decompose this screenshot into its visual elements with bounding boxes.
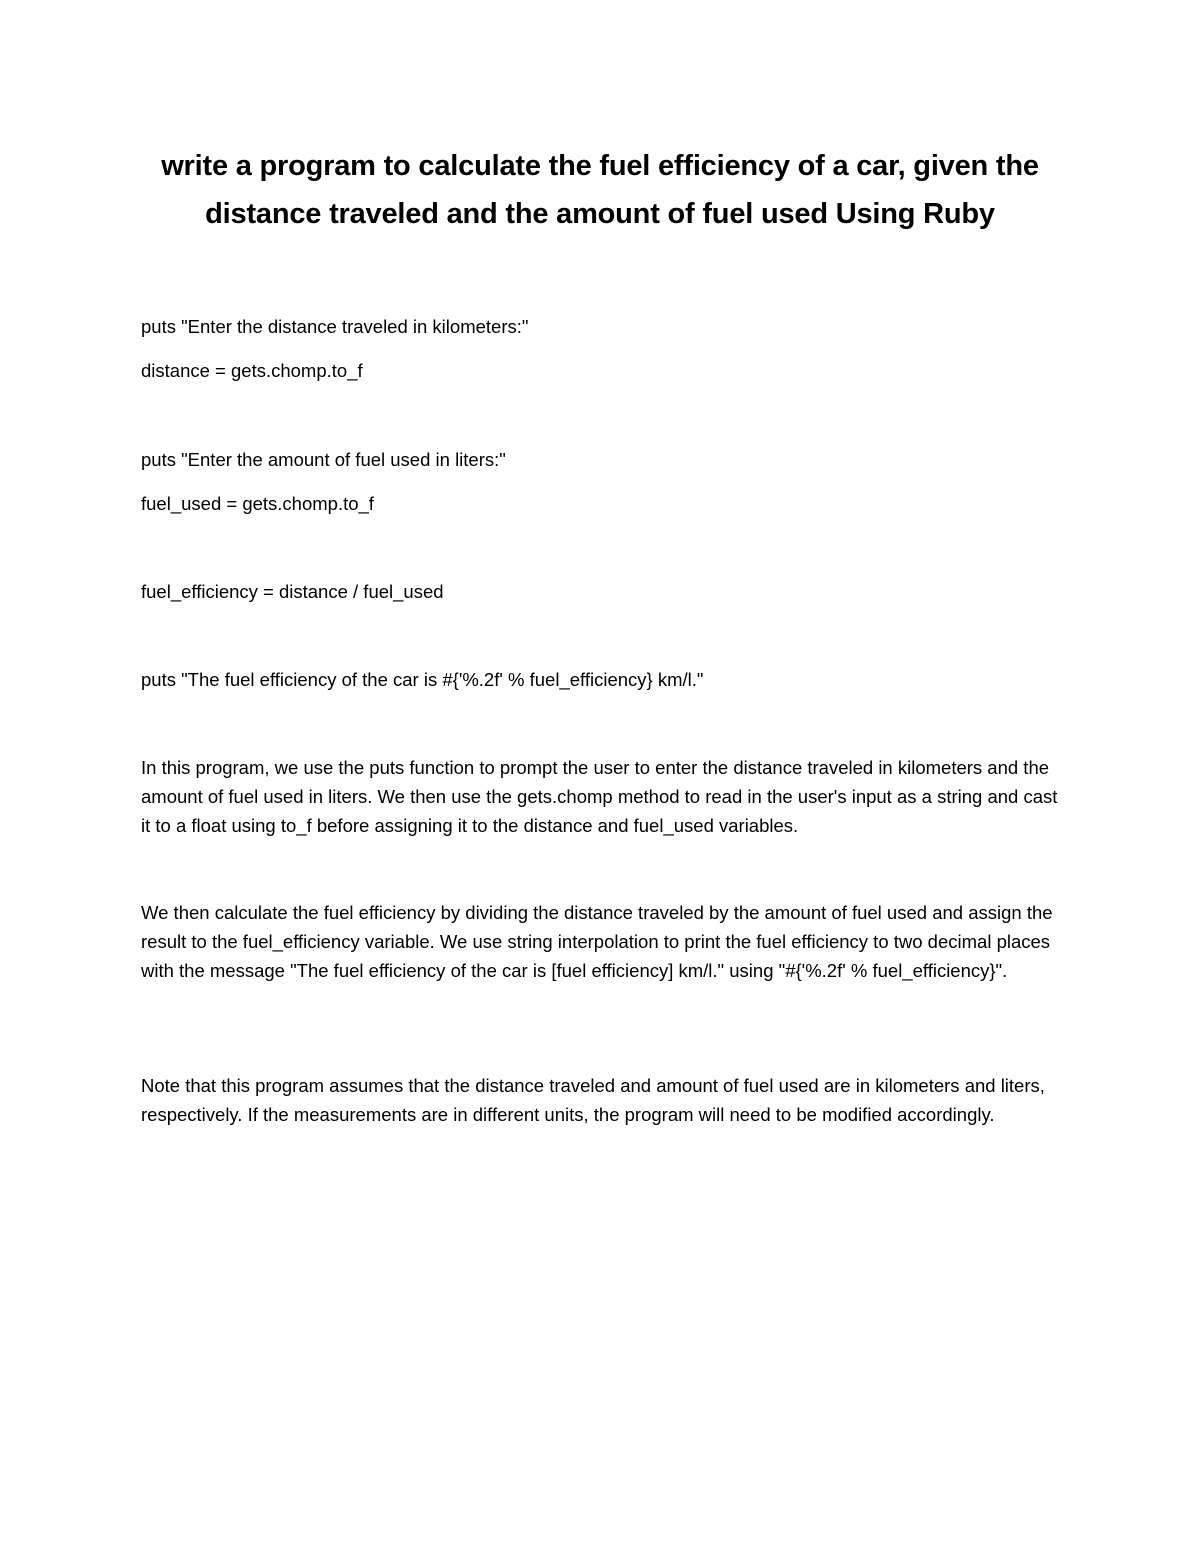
body-paragraph: Note that this program assumes that the distance traveled and amount of fuel used are in kilometers and liters, respectively. If the measurements are in different units, the program will need to be modified accordingly. <box>141 1075 1045 1125</box>
code-line: puts "Enter the amount of fuel used in liters:" <box>141 449 506 470</box>
document-title: write a program to calculate the fuel efficiency of a car, given the distance traveled and the amount of fuel used Using Ruby <box>161 150 1039 230</box>
code-line: puts "The fuel efficiency of the car is #{'%.2f' % fuel_efficiency} km/l." <box>141 669 704 690</box>
code-line: distance = gets.chomp.to_f <box>141 360 363 381</box>
code-line: fuel_efficiency = distance / fuel_used <box>141 581 444 602</box>
body-paragraph: We then calculate the fuel efficiency by dividing the distance traveled by the amount of fuel used and assign the result to the fuel_efficiency variable. We use string interpolation to print the fuel efficiency to two decimal places with the message "The fuel efficiency of the car is [fuel efficiency] km/l." using "#{'%.2f' % fuel_efficiency}". <box>141 902 1053 981</box>
code-line: fuel_used = gets.chomp.to_f <box>141 493 374 514</box>
code-line: puts "Enter the distance traveled in kilometers:" <box>141 316 529 337</box>
body-paragraph: In this program, we use the puts function to prompt the user to enter the distance traveled in kilometers and the amount of fuel used in liters. We then use the gets.chomp method to read in the user's input as a string and cast it to a float using to_f before assigning it to the distance and fuel_used variables. <box>141 757 1058 836</box>
